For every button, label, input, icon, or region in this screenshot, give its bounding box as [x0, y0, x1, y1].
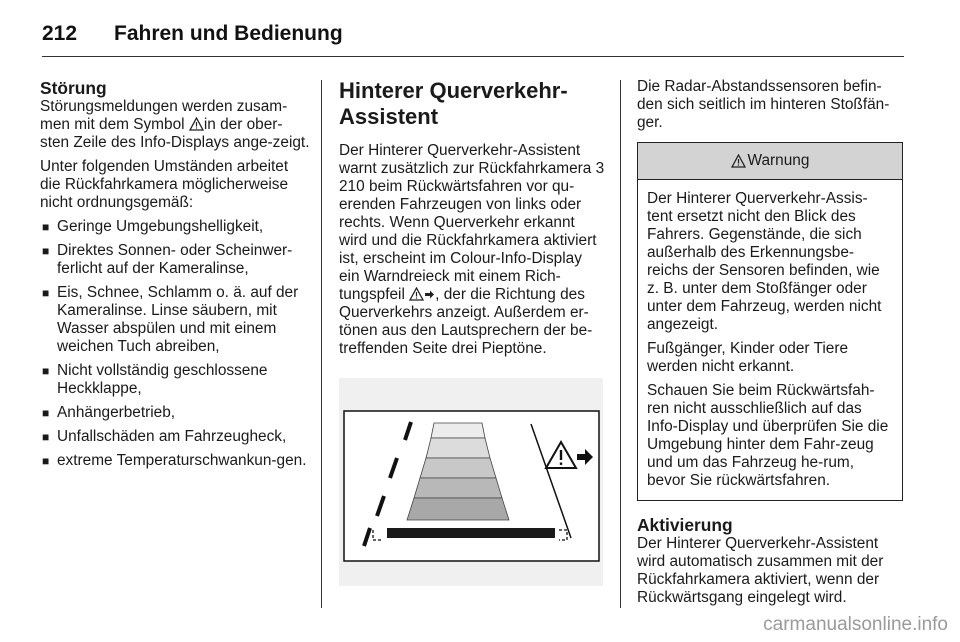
- text-span: in der ober-sten Zeile des Info-Displays ange-zeigt.: [40, 116, 310, 151]
- warning-paragraph: Schauen Sie beim Rückwärtsfah-ren nicht ausschließlich auf das Info-Display und überprüfen Sie die Umgebung hinter dem Fahr-zeug und um das Fahrzeug he-rum, bevor Sie rückwärtsfahren.: [647, 382, 889, 489]
- paragraph-sensors: Die Radar-Abstandssensoren befin-den sich seitlich im hinteren Stoßfän-ger.: [637, 78, 890, 131]
- list-item: [40, 218, 310, 236]
- list-item-text: Direktes Sonnen- oder Scheinwer-ferlicht auf der Kameralinse,: [57, 242, 293, 277]
- camera-display-graphic: [339, 378, 603, 586]
- square-bullet-icon: ■: [42, 364, 50, 378]
- warning-box-header: [638, 143, 902, 180]
- text-span: , der die Richtung des Querverkehrs anzeigt. Außerdem er-tönen aus den Lautsprechern der be-treffenden Seite drei Pieptöne.: [339, 286, 593, 357]
- warning-paragraph: Fußgänger, Kinder oder Tiere werden nicht erkannt.: [647, 340, 849, 375]
- text-span: Störungsmeldungen werden zusam-men mit dem Symbol: [40, 98, 288, 133]
- page-number: 212: [42, 22, 78, 45]
- text-span: 3 210 beim Rückwärtsfahren vor qu-erenden Fahrzeugen von links oder rechts. Wenn Querverkehr erkannt wird und die Rückfahrkamera aktiviert ist, erscheint im Colour-Info-Display ein Warndreieck mit einem Rich-tungspfeil: [339, 160, 605, 303]
- watermark: carmanualsonline.info: [763, 614, 948, 635]
- square-bullet-icon: ■: [42, 430, 50, 444]
- condition-list: [40, 218, 310, 470]
- list-item-text: Unfallschäden am Fahrzeugheck,: [57, 428, 287, 445]
- warning-paragraph: Der Hinterer Querverkehr-Assis-tent ersetzt nicht den Blick des Fahrers. Gegenstände, die sich außerhalb des Erkennungsbe-reichs der Sensoren befinden, wie z. B. unter dem Stoßfänger oder unter dem Fahrzeug, werden nicht angezeigt.: [647, 190, 882, 333]
- column-3: [637, 78, 903, 613]
- list-item: [40, 428, 310, 446]
- list-item-text: Geringe Umgebungshelligkeit,: [57, 218, 264, 235]
- heading-stoerung: Störung: [40, 78, 107, 98]
- warning-triangle-icon: [731, 154, 746, 168]
- warning-box: [637, 142, 903, 501]
- rear-camera-illustration: [339, 378, 603, 586]
- square-bullet-icon: ■: [42, 220, 50, 234]
- list-item: [40, 362, 310, 398]
- warning-arrow-icon: [409, 287, 435, 301]
- paragraph-stoerung: [40, 98, 310, 152]
- square-bullet-icon: ■: [42, 406, 50, 420]
- text-span: Der Hinterer Querverkehr-Assistent warnt zusätzlich zur Rückfahrkamera: [339, 142, 596, 177]
- page-header: [42, 18, 902, 48]
- square-bullet-icon: ■: [42, 454, 50, 468]
- page-title: Fahren und Bedienung: [114, 22, 343, 45]
- square-bullet-icon: ■: [42, 286, 50, 300]
- paragraph-conditions: Unter folgenden Umständen arbeitet die Rückfahrkamera möglicherweise nicht ordnungsgemäß:: [40, 158, 289, 211]
- warning-box-body: [638, 180, 902, 500]
- paragraph-querverkehr: [339, 142, 605, 358]
- list-item-text: Nicht vollständig geschlossene Heckklappe,: [57, 362, 268, 397]
- column-1: [40, 78, 310, 476]
- heading-aktivierung: Aktivierung: [637, 515, 733, 535]
- warning-triangle-icon: [189, 117, 204, 131]
- column-2: [339, 78, 605, 586]
- list-item-text: extreme Temperaturschwankun-gen.: [57, 452, 307, 469]
- list-item: [40, 284, 310, 356]
- list-item: [40, 452, 310, 470]
- square-bullet-icon: ■: [42, 244, 50, 258]
- warning-title: Warnung: [747, 152, 810, 169]
- list-item: [40, 242, 310, 278]
- list-item-text: Anhängerbetrieb,: [57, 404, 176, 421]
- column-divider-1: [321, 80, 322, 608]
- heading-querverkehr: Hinterer Querverkehr-Assistent: [339, 78, 568, 129]
- header-rule: [42, 56, 904, 57]
- column-divider-2: [620, 80, 621, 608]
- list-item: [40, 404, 310, 422]
- paragraph-aktivierung: Der Hinterer Querverkehr-Assistent wird automatisch zusammen mit der Rückfahrkamera aktiviert, wenn der Rückwärtsgang eingelegt wird.: [637, 535, 884, 606]
- list-item-text: Eis, Schnee, Schlamm o. ä. auf der Kameralinse. Linse säubern, mit Wasser abspülen und mit einem weichen Tuch abreiben,: [57, 284, 299, 355]
